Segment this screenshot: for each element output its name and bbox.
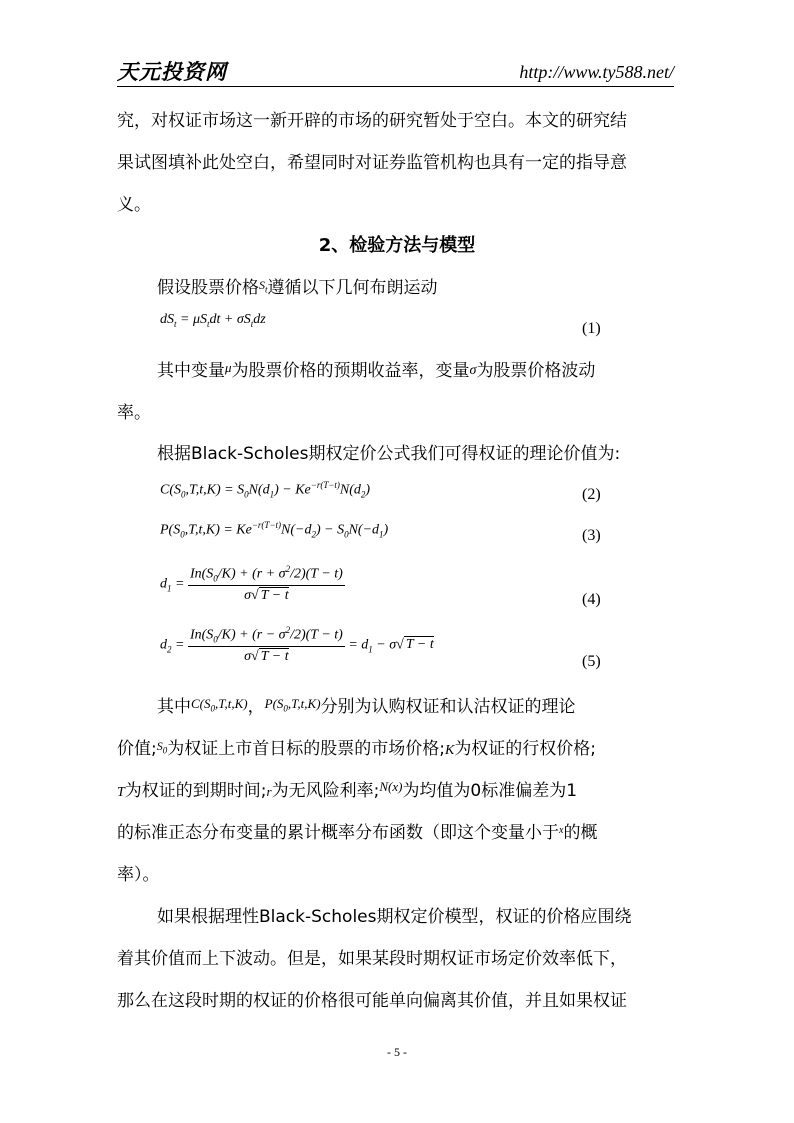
put-formula: P(S0,T,t,K) bbox=[264, 696, 321, 714]
para5-line1 bbox=[157, 692, 576, 717]
equation-4-number: (4) bbox=[582, 591, 601, 608]
var-st: St bbox=[259, 278, 268, 295]
para5-line4 bbox=[117, 818, 597, 843]
equation-3: $P(S_0,T,t,K) = Ke^{-r(T-t)}N(-d_2) - S_0N(-d_1)$ bbox=[160, 520, 389, 540]
equation-3-number: (3) bbox=[582, 527, 601, 544]
para1-line2: 果试图填补此处空白，希望同时对证券监管机构也具有一定的指导意 bbox=[117, 153, 627, 173]
para6-line2: 着其价值而上下波动。但是，如果某段时期权证市场定价效率低下， bbox=[117, 949, 627, 969]
equation-4-fraction: $\frac{In(S_0/K) + (r + \sigma^2/2)(T - t)}{\sigma√ T - t}$ bbox=[189, 564, 343, 604]
para3-line2: 率。 bbox=[117, 403, 151, 423]
para5-l3c: 为均值为0标准偏差为1 bbox=[402, 781, 578, 801]
para5-line2 bbox=[117, 734, 596, 759]
para5-l2b: 为权证上市首日标的股票的市场价格; bbox=[167, 739, 445, 759]
para5-comma: ， bbox=[247, 697, 265, 717]
para5-l3a: 为权证的到期时间; bbox=[124, 781, 267, 801]
var-nx: N(x) bbox=[379, 779, 403, 794]
para2-pre: 假设股票价格 bbox=[157, 278, 259, 298]
mu-symbol: μ bbox=[225, 360, 232, 375]
equation-5: $d_2$ = $\frac{In(S_0/K) + (r - \sigma^2/2)(T - t)}{\sigma√ T - t}$ = $d_1 - \sigma√$ T − t bbox=[160, 625, 434, 665]
para5-l2c: 为权证的行权价格; bbox=[454, 739, 597, 759]
equation-5-number: (5) bbox=[582, 653, 601, 670]
para2 bbox=[157, 273, 438, 298]
para5-l4a: 的标准正态分布变量的累计概率分布函数（即这个变量小于 bbox=[117, 823, 559, 843]
para3-b: 为股票价格的预期收益率，变量 bbox=[231, 361, 470, 381]
para3-c: 为股票价格波动 bbox=[476, 361, 596, 381]
para5-l2a: 价值; bbox=[117, 739, 157, 759]
equation-2-number: (2) bbox=[582, 486, 601, 503]
header-site-name: 天元投资网 bbox=[117, 59, 227, 84]
para5-e: 分别为认购权证和认沽权证的理论 bbox=[320, 697, 576, 717]
equation-2: $C(S_0,T,t,K) = S_0N(d_1) - Ke^{-r(T-t)}N(d_2)$ bbox=[160, 480, 371, 500]
header-divider bbox=[117, 86, 674, 87]
sigma-symbol: σ bbox=[469, 363, 477, 378]
equation-4: $d_1$ = $\frac{In(S_0/K) + (r + \sigma^2/2)(T - t)}{\sigma√ T - t}$ bbox=[160, 564, 343, 604]
equation-1: $dS_t = \mu S_tdt + \sigma S_tdz$ bbox=[160, 312, 266, 329]
var-t: T bbox=[117, 785, 125, 800]
equation-5-fraction: $\frac{In(S_0/K) + (r - \sigma^2/2)(T - t)}{\sigma√ T - t}$ bbox=[189, 625, 343, 665]
var-k: K bbox=[444, 743, 455, 758]
equation-1-number: (1) bbox=[582, 320, 601, 337]
para6-line3: 那么在这段时期的权证的价格很可能单向偏离其价值，并且如果权证 bbox=[117, 991, 627, 1011]
section-heading: 2、检验方法与模型 bbox=[318, 235, 476, 256]
para5-l4b: 的概 bbox=[563, 823, 598, 843]
var-r: r bbox=[266, 784, 272, 799]
header-url: http://www.ty588.net/ bbox=[519, 62, 674, 82]
para5-line5: 率）。 bbox=[117, 865, 160, 885]
para5-line3 bbox=[117, 776, 577, 801]
para5-a: 其中 bbox=[157, 697, 191, 717]
para3-a: 其中变量 bbox=[157, 361, 225, 381]
para4: 根据Black-Scholes期权定价公式我们可得权证的理论价值为: bbox=[157, 444, 621, 464]
para1-line3: 义。 bbox=[117, 195, 151, 215]
page-number: - 5 - bbox=[387, 1045, 407, 1059]
para1-line1: 究，对权证市场这一新开辟的市场的研究暂处于空白。本文的研究结 bbox=[117, 111, 627, 131]
para5-l3b: 为无风险利率; bbox=[271, 781, 380, 801]
para6-line1: 如果根据理性Black-Scholes期权定价模型，权证的价格应围绕 bbox=[157, 907, 632, 927]
call-formula: C(S0,T,t,K) bbox=[191, 696, 248, 714]
para2-post: 遵循以下几何布朗运动 bbox=[267, 278, 438, 298]
para3-line1 bbox=[157, 356, 595, 381]
var-x: x bbox=[559, 825, 564, 836]
var-s0: S0 bbox=[156, 739, 168, 756]
